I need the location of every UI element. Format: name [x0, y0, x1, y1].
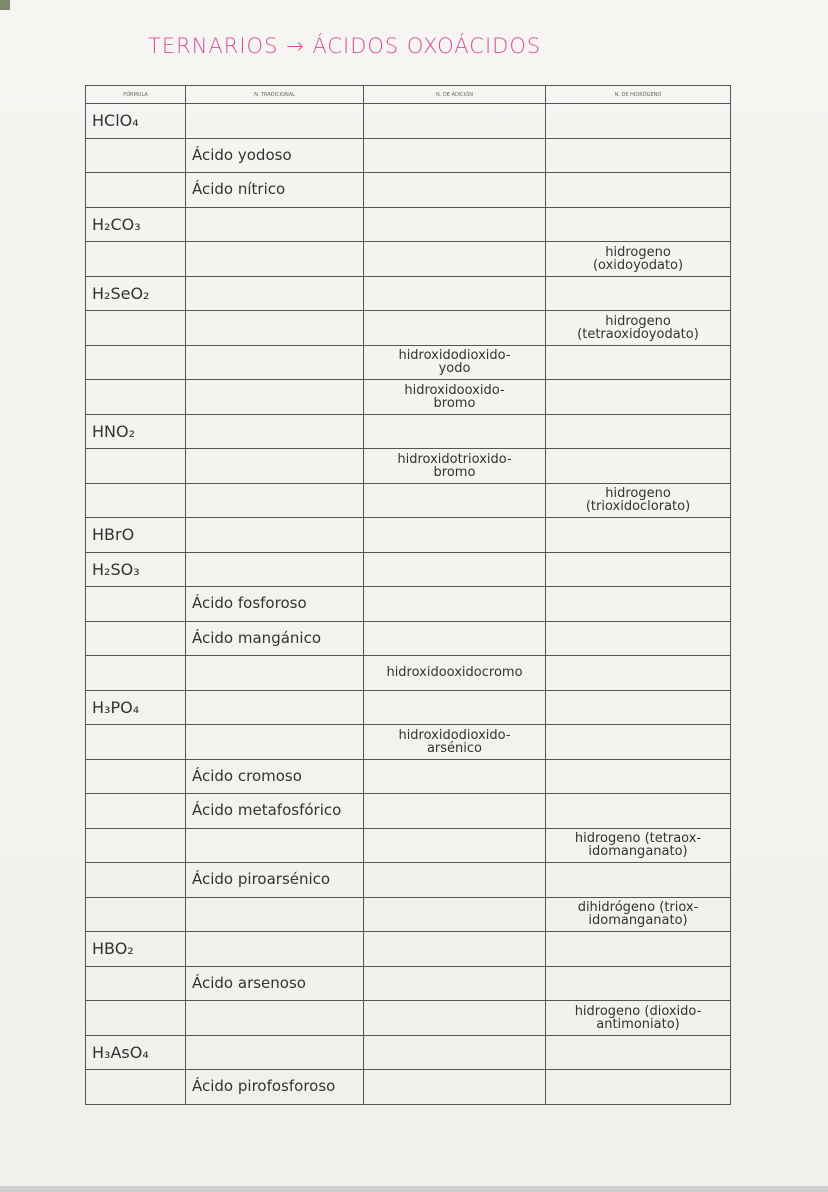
traditional-name-cell: Ácido mangánico [186, 621, 364, 656]
hydrogen-name-cell [546, 587, 731, 622]
table-row [86, 345, 731, 380]
addition-name-cell [364, 1001, 546, 1036]
traditional-name-cell: Ácido nítrico [186, 173, 364, 208]
page-corner-mark [0, 0, 10, 10]
table-row [86, 276, 731, 311]
formula-cell [86, 380, 186, 415]
addition-name-cell [364, 138, 546, 173]
addition-name-cell: hidroxidodioxido- arsénico [364, 725, 546, 760]
formula-cell [86, 966, 186, 1001]
page-bottom-edge [0, 1186, 828, 1192]
hydrogen-name-cell [546, 552, 731, 587]
table-row [86, 966, 731, 1001]
hydrogen-name-cell: hidrogeno (dioxido- antimoniato) [546, 1001, 731, 1036]
page-title: TERNARIOS → ÁCIDOS OXOÁCIDOS [148, 34, 542, 58]
traditional-name-cell [186, 276, 364, 311]
traditional-name-cell [186, 656, 364, 691]
traditional-name-cell [186, 414, 364, 449]
addition-name-cell [364, 242, 546, 277]
traditional-name-cell [186, 897, 364, 932]
formula-cell [86, 897, 186, 932]
traditional-name-cell [186, 552, 364, 587]
hydrogen-name-cell: hidrogeno (tetraox- idomanganato) [546, 828, 731, 863]
traditional-name-cell: Ácido metafosfórico [186, 794, 364, 829]
traditional-name-cell [186, 932, 364, 967]
addition-name-cell [364, 483, 546, 518]
hydrogen-name-cell [546, 725, 731, 760]
formula-cell: HBrO [86, 518, 186, 553]
addition-name-cell [364, 552, 546, 587]
formula-cell: H₂SO₃ [86, 552, 186, 587]
acids-table [85, 85, 731, 1105]
formula-cell [86, 311, 186, 346]
traditional-name-cell [186, 449, 364, 484]
table-row [86, 518, 731, 553]
table-row [86, 587, 731, 622]
addition-name-cell [364, 794, 546, 829]
table-row [86, 1001, 731, 1036]
formula-cell [86, 173, 186, 208]
hydrogen-name-cell [546, 1035, 731, 1070]
table-row [86, 414, 731, 449]
formula-cell: H₂SeO₂ [86, 276, 186, 311]
formula-cell [86, 449, 186, 484]
table-row [86, 725, 731, 760]
addition-name-cell [364, 276, 546, 311]
addition-name-cell [364, 207, 546, 242]
traditional-name-cell [186, 207, 364, 242]
table-row [86, 759, 731, 794]
table-row [86, 380, 731, 415]
traditional-name-cell [186, 311, 364, 346]
traditional-name-cell [186, 690, 364, 725]
formula-cell [86, 863, 186, 898]
traditional-name-cell [186, 1001, 364, 1036]
traditional-name-cell [186, 1035, 364, 1070]
hydrogen-name-cell [546, 380, 731, 415]
hydrogen-name-cell [546, 173, 731, 208]
table-row [86, 863, 731, 898]
formula-cell: H₃AsO₄ [86, 1035, 186, 1070]
addition-name-cell [364, 897, 546, 932]
table-row [86, 138, 731, 173]
table-row [86, 449, 731, 484]
addition-name-cell: hidroxidodioxido- yodo [364, 345, 546, 380]
hydrogen-name-cell [546, 1070, 731, 1105]
traditional-name-cell [186, 725, 364, 760]
traditional-name-cell: Ácido pirofosforoso [186, 1070, 364, 1105]
table-row [86, 932, 731, 967]
table-row [86, 828, 731, 863]
hydrogen-name-cell [546, 966, 731, 1001]
table-row [86, 207, 731, 242]
formula-cell [86, 345, 186, 380]
traditional-name-cell: Ácido fosforoso [186, 587, 364, 622]
header-traditional-name: N. TRADICIONAL [186, 86, 364, 104]
table-row [86, 483, 731, 518]
addition-name-cell: hidroxidooxidocromo [364, 656, 546, 691]
traditional-name-cell [186, 242, 364, 277]
table-row [86, 242, 731, 277]
hydrogen-name-cell [546, 345, 731, 380]
hydrogen-name-cell [546, 518, 731, 553]
addition-name-cell [364, 966, 546, 1001]
hydrogen-name-cell: hidrogeno (tetraoxidoyodato) [546, 311, 731, 346]
formula-cell [86, 1001, 186, 1036]
formula-cell [86, 1070, 186, 1105]
table-row [86, 552, 731, 587]
addition-name-cell [364, 759, 546, 794]
addition-name-cell [364, 621, 546, 656]
hydrogen-name-cell [546, 138, 731, 173]
traditional-name-cell [186, 380, 364, 415]
traditional-name-cell: Ácido cromoso [186, 759, 364, 794]
table-body [86, 104, 731, 1105]
addition-name-cell [364, 1035, 546, 1070]
table-header-row [86, 86, 731, 104]
formula-cell: H₂CO₃ [86, 207, 186, 242]
table-row [86, 897, 731, 932]
addition-name-cell [364, 932, 546, 967]
traditional-name-cell: Ácido piroarsénico [186, 863, 364, 898]
addition-name-cell [364, 863, 546, 898]
traditional-name-cell [186, 345, 364, 380]
formula-cell [86, 759, 186, 794]
formula-cell [86, 725, 186, 760]
hydrogen-name-cell [546, 207, 731, 242]
traditional-name-cell: Ácido arsenoso [186, 966, 364, 1001]
table-row [86, 104, 731, 139]
formula-cell: HBO₂ [86, 932, 186, 967]
traditional-name-cell [186, 518, 364, 553]
header-addition-name: N. DE ADICIÓN [364, 86, 546, 104]
header-hydrogen-name: N. DE HIDRÓGENO [546, 86, 731, 104]
hydrogen-name-cell: dihidrógeno (triox- idomanganato) [546, 897, 731, 932]
formula-cell [86, 828, 186, 863]
addition-name-cell [364, 311, 546, 346]
hydrogen-name-cell: hidrogeno (oxidoyodato) [546, 242, 731, 277]
addition-name-cell: hidroxidooxido- bromo [364, 380, 546, 415]
header-formula: FÓRMULA [86, 86, 186, 104]
formula-cell [86, 621, 186, 656]
table-row [86, 656, 731, 691]
addition-name-cell: hidroxidotrioxido- bromo [364, 449, 546, 484]
formula-cell [86, 483, 186, 518]
hydrogen-name-cell [546, 104, 731, 139]
hydrogen-name-cell [546, 414, 731, 449]
hydrogen-name-cell [546, 276, 731, 311]
table-row [86, 311, 731, 346]
traditional-name-cell [186, 483, 364, 518]
formula-cell: HClO₄ [86, 104, 186, 139]
hydrogen-name-cell [546, 932, 731, 967]
addition-name-cell [364, 690, 546, 725]
hydrogen-name-cell [546, 863, 731, 898]
traditional-name-cell [186, 828, 364, 863]
addition-name-cell [364, 414, 546, 449]
addition-name-cell [364, 1070, 546, 1105]
traditional-name-cell [186, 104, 364, 139]
addition-name-cell [364, 518, 546, 553]
formula-cell [86, 587, 186, 622]
hydrogen-name-cell [546, 690, 731, 725]
table-row [86, 1070, 731, 1105]
formula-cell: H₃PO₄ [86, 690, 186, 725]
addition-name-cell [364, 173, 546, 208]
addition-name-cell [364, 104, 546, 139]
table-row [86, 621, 731, 656]
hydrogen-name-cell [546, 794, 731, 829]
table-row [86, 1035, 731, 1070]
formula-cell [86, 656, 186, 691]
table-row [86, 690, 731, 725]
hydrogen-name-cell [546, 759, 731, 794]
formula-cell: HNO₂ [86, 414, 186, 449]
addition-name-cell [364, 828, 546, 863]
formula-cell [86, 242, 186, 277]
hydrogen-name-cell [546, 621, 731, 656]
table-row [86, 794, 731, 829]
table-row [86, 173, 731, 208]
hydrogen-name-cell: hidrogeno (trioxidoclorato) [546, 483, 731, 518]
formula-cell [86, 794, 186, 829]
traditional-name-cell: Ácido yodoso [186, 138, 364, 173]
hydrogen-name-cell [546, 656, 731, 691]
hydrogen-name-cell [546, 449, 731, 484]
addition-name-cell [364, 587, 546, 622]
formula-cell [86, 138, 186, 173]
